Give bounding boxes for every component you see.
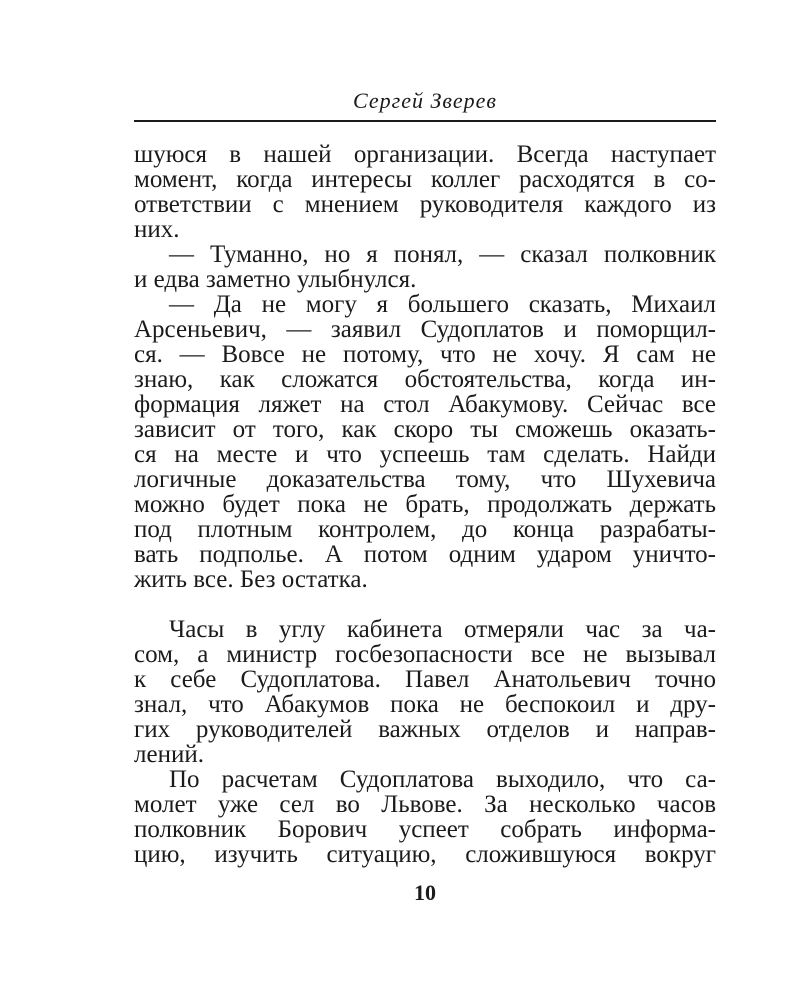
text-line: ся. — Вовсе не потому, что не хочу. Я сам не: [134, 341, 716, 368]
text-line: и едва заметно улыбнулся.: [134, 266, 417, 293]
body-text: [134, 142, 716, 867]
text-line: можно будет пока не брать, продолжать держать: [134, 491, 716, 518]
text-line: цию, изучить ситуацию, сложившуюся вокруг: [134, 841, 716, 868]
page-number: 10: [414, 880, 436, 905]
text-line: Арсеньевич, — заявил Судоплатов и поморщил-: [134, 316, 716, 343]
paragraph: [134, 617, 716, 767]
text-line: к себе Судоплатова. Павел Анатольевич точно: [134, 666, 716, 693]
text-line: знаю, как сложатся обстоятельства, когда ин-: [134, 366, 716, 393]
text-line: знал, что Абакумов пока не беспокоил и дру-: [134, 691, 716, 718]
text-line: — Туманно, но я понял, — сказал полковник: [169, 241, 716, 268]
text-line: момент, когда интересы коллег расходятся в со-: [134, 166, 716, 193]
text-line: логичные доказательства тому, что Шухевича: [134, 466, 716, 493]
text-line: ответствии с мнением руководителя каждого из: [134, 191, 716, 218]
text-line: — Да не могу я большего сказать, Михаил: [169, 291, 716, 318]
text-line: формация ляжет на стол Абакумову. Сейчас все: [134, 391, 716, 418]
header-rule-divider: [134, 120, 716, 122]
text-line: зависит от того, как скоро ты сможешь оказать-: [134, 416, 716, 443]
text-line: молет уже сел во Львове. За несколько часов: [134, 791, 716, 818]
paragraph: [134, 142, 716, 242]
text-line: полковник Борович успеет собрать информа-: [134, 816, 716, 843]
text-line: лений.: [134, 741, 204, 768]
paragraph: [134, 242, 716, 292]
text-line: ся на месте и что успеешь там сделать. Найди: [134, 441, 716, 468]
text-line: сом, а министр госбезопасности все не вызывал: [134, 641, 716, 668]
text-line: Часы в углу кабинета отмеряли час за ча-: [169, 616, 716, 643]
text-line: вать подполье. А потом одним ударом уничто-: [134, 541, 716, 568]
paragraph: [134, 767, 716, 867]
paragraph: [134, 292, 716, 592]
text-line: гих руководителей важных отделов и направ-: [134, 716, 716, 743]
text-line: них.: [134, 216, 180, 243]
text-line: жить все. Без остатка.: [134, 566, 368, 593]
text-line: По расчетам Судоплатова выходило, что са-: [169, 766, 716, 793]
text-line: под плотным контролем, до конца разрабаты-: [134, 516, 716, 543]
text-line: шуюся в нашей организации. Всегда наступает: [134, 141, 716, 168]
running-header-author: Сергей Зверев: [353, 88, 497, 113]
